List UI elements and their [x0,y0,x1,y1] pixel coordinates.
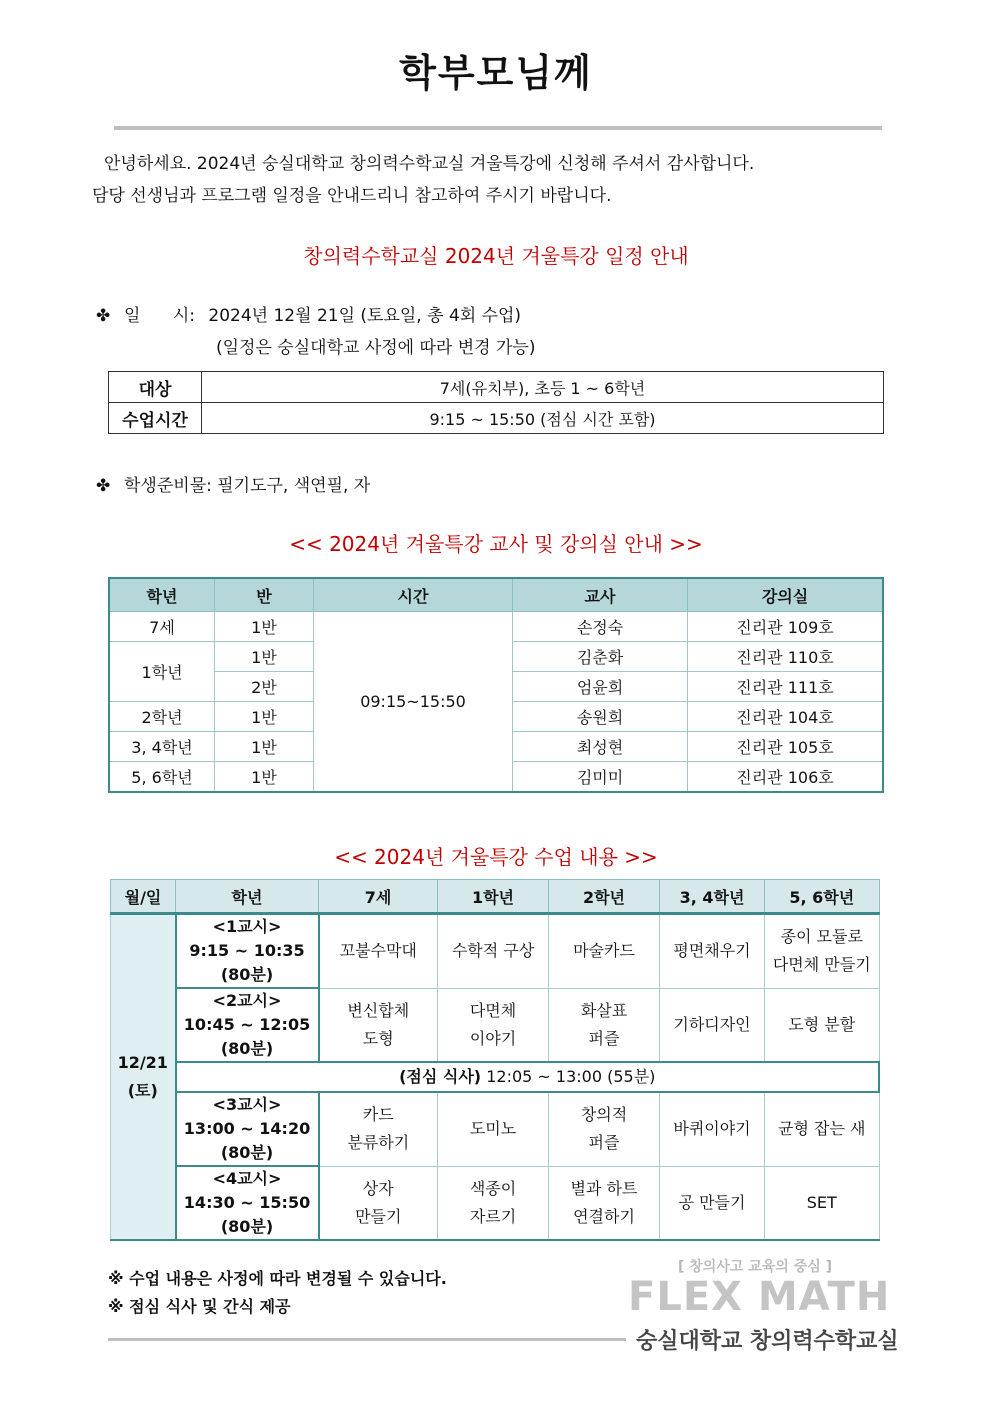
info-row [109,403,884,434]
room-cell: 진리관 111호 [688,672,884,702]
class-cell: 1반 [215,612,314,642]
activity-cell [319,1166,438,1240]
activity-line: 별과 하트 [570,1178,638,1198]
activity-line: SET [806,1192,837,1212]
period-row [111,988,880,1062]
activity-cell [438,988,549,1062]
date-note: (일정은 숭실대학교 사정에 따라 변경 가능) [216,338,536,358]
teacher-heading: << 2024년 겨울특강 교사 및 강의실 안내 >> [289,532,703,556]
activity-line: 퍼즐 [588,1133,620,1153]
activity-line: 도형 분할 [788,1014,856,1034]
th-grade: 학년 [109,578,215,612]
class-cell: 1반 [215,642,314,672]
activity-cell [319,914,438,989]
date-label: 일 시: [124,306,195,326]
time-cell: 09:15~15:50 [314,612,513,793]
activity-cell [660,988,765,1062]
grade-cell: 5, 6학년 [109,762,215,793]
activity-line: 공 만들기 [678,1192,746,1212]
activity-line: 바퀴이야기 [673,1119,751,1139]
weekday-text: (토) [127,1081,158,1100]
activity-cell [438,1092,549,1166]
teacher-cell: 김미미 [513,762,688,793]
supplies-line [96,471,370,496]
th-date: 월/일 [111,880,176,914]
activity-line: 다면체 [469,1000,517,1020]
th-grade1: 1학년 [438,880,549,914]
grade-cell: 7세 [109,612,215,642]
period-time: 9:15 ~ 10:35 [189,941,305,960]
lunch-time: 12:05 ~ 13:00 (55분) [486,1067,656,1086]
info-label-time: 수업시간 [109,403,202,434]
activity-line: 화살표 [580,1000,628,1020]
activity-cell [765,988,880,1062]
note-1: ※ 수업 내용은 사정에 따라 변경될 수 있습니다. [108,1269,447,1288]
info-value-target: 7세(유치부), 초등 1 ~ 6학년 [202,372,884,403]
activity-cell [765,914,880,989]
footer-divider [108,1338,626,1341]
activity-line: 종이 모듈로 [780,927,863,947]
activity-line: 다면체 만들기 [772,955,871,975]
room-cell: 진리관 106호 [688,762,884,793]
period-time: 10:45 ~ 12:05 [183,1015,311,1034]
activity-line: 이야기 [469,1028,517,1048]
th-grade: 학년 [176,880,319,914]
grade-cell: 1학년 [109,642,215,702]
teacher-header-row [109,578,883,612]
date-value: 2024년 12월 21일 (토요일, 총 4회 수업) [208,306,522,326]
period-name: <1교시> [212,917,282,936]
activity-cell [319,988,438,1062]
grade-cell: 3, 4학년 [109,732,215,762]
th-grade56: 5, 6학년 [765,880,880,914]
teacher-cell: 손정숙 [513,612,688,642]
period-cell [176,988,319,1062]
period-time: 13:00 ~ 14:20 [183,1119,311,1138]
activity-line: 마술카드 [573,941,635,961]
th-teacher: 교사 [513,578,688,612]
class-cell: 1반 [215,702,314,732]
activity-cell [319,1092,438,1166]
activity-line: 도미노 [469,1119,517,1139]
teacher-table [108,577,884,793]
activity-cell [549,988,660,1062]
info-value-time: 9:15 ~ 15:50 (점심 시간 포함) [202,403,884,434]
schedule-heading: 창의력수학교실 2024년 겨울특강 일정 안내 [303,244,689,268]
info-table [108,371,884,434]
activity-cell [765,1092,880,1166]
teacher-cell: 송원희 [513,702,688,732]
class-cell: 1반 [215,762,314,793]
period-duration: (80분) [220,1039,274,1058]
th-grade2: 2학년 [549,880,660,914]
period-name: <3교시> [212,1095,282,1114]
activity-cell [660,914,765,989]
period-duration: (80분) [220,965,274,984]
info-label-target: 대상 [109,372,202,403]
activity-line: 창의적 [580,1105,628,1125]
period-time: 14:30 ~ 15:50 [183,1193,311,1212]
teacher-cell: 최성현 [513,732,688,762]
activity-line: 색종이 [469,1178,517,1198]
note-2: ※ 점심 식사 및 간식 제공 [108,1297,291,1316]
lunch-label: (점심 식사) [399,1067,482,1086]
activity-cell [660,1166,765,1240]
room-cell: 진리관 110호 [688,642,884,672]
period-row [111,914,880,989]
activity-line: 자르기 [469,1206,517,1226]
page-title: 학부모님께 [399,51,593,95]
activity-cell [660,1092,765,1166]
room-cell: 진리관 105호 [688,732,884,762]
content-header-row [111,880,880,914]
activity-line: 카드 [362,1105,394,1125]
activity-line: 만들기 [355,1206,402,1226]
th-class: 반 [215,578,314,612]
activity-cell [438,1166,549,1240]
period-duration: (80분) [220,1143,274,1162]
teacher-cell: 김춘화 [513,642,688,672]
activity-cell [549,914,660,989]
period-duration: (80분) [220,1217,274,1236]
grade-cell: 2학년 [109,702,215,732]
period-cell [176,1092,319,1166]
room-cell: 진리관 104호 [688,702,884,732]
activity-line: 퍼즐 [588,1028,620,1048]
lunch-cell [176,1062,880,1092]
activity-line: 기하디자인 [673,1014,751,1034]
th-grade34: 3, 4학년 [660,880,765,914]
th-time: 시간 [314,578,513,612]
lunch-row [111,1062,880,1092]
info-row [109,372,884,403]
period-name: <2교시> [212,991,282,1010]
supplies-text: 학생준비물: 필기도구, 색연필, 자 [124,476,371,496]
activity-line: 도형 [362,1028,394,1048]
period-cell [176,914,319,989]
intro-line-2: 담당 선생님과 프로그램 일정을 안내드리니 참고하여 주시기 바랍니다. [92,186,612,206]
activity-cell [549,1092,660,1166]
room-cell: 진리관 109호 [688,612,884,642]
activity-cell [765,1166,880,1240]
activity-line: 균형 잡는 새 [778,1119,866,1139]
teacher-cell: 엄윤희 [513,672,688,702]
logo-school: 숭실대학교 창의력수학교실 [636,1329,899,1354]
content-table [110,879,880,1241]
activity-line: 꼬불수막대 [339,941,417,961]
th-age7: 7세 [319,880,438,914]
activity-line: 수학적 구상 [451,941,535,961]
bullet-icon: ✤ [96,476,111,496]
activity-line: 변신합체 [347,1000,410,1020]
activity-cell [438,914,549,989]
activity-cell [549,1166,660,1240]
activity-line: 상자 [362,1178,394,1198]
class-cell: 1반 [215,732,314,762]
title-divider [114,126,882,130]
activity-line: 연결하기 [573,1206,635,1226]
table-row [109,612,883,642]
period-name: <4교시> [212,1169,282,1188]
class-cell: 2반 [215,672,314,702]
activity-line: 분류하기 [347,1133,410,1153]
bullet-icon: ✤ [96,306,111,326]
date-cell [111,914,176,1241]
period-row [111,1166,880,1240]
logo-brand: FLEX MATH [628,1274,891,1320]
period-row [111,1092,880,1166]
date-line [96,301,521,326]
th-room: 강의실 [688,578,884,612]
content-heading: << 2024년 겨울특강 수업 내용 >> [334,845,658,869]
intro-line-1: 안녕하세요. 2024년 숭실대학교 창의력수학교실 겨울특강에 신청해 주셔서 감사합니다. [104,154,755,174]
date-text: 12/21 [117,1053,168,1072]
period-cell [176,1166,319,1240]
logo-tagline: [ 창의사고 교육의 중심 ] [678,1259,833,1275]
activity-line: 평면채우기 [673,941,751,961]
